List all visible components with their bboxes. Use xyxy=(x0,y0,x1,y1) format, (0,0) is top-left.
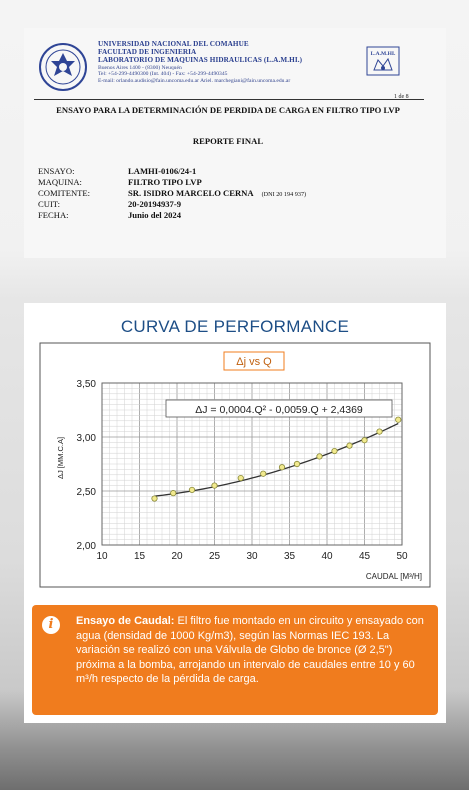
field-label: COMITENTE: xyxy=(38,188,91,198)
x-tick-label: 10 xyxy=(96,551,108,562)
faculty-name: FACULTAD DE INGENIERIA xyxy=(98,48,197,57)
report-heading: REPORTE FINAL xyxy=(192,136,264,146)
page-number: 1 de 8 xyxy=(394,94,409,100)
y-tick-label: 3,00 xyxy=(76,433,96,444)
field-value: LAMHI-0106/24-1 xyxy=(128,166,197,176)
dni-note: (DNI 20 194 937) xyxy=(261,191,307,198)
address: Buenos Aires 1400 - (8300) Neuquén xyxy=(98,64,182,71)
data-point xyxy=(294,461,299,466)
data-point xyxy=(212,483,217,488)
performance-card xyxy=(24,303,446,723)
data-point xyxy=(396,417,401,422)
info-body: El filtro fue montado en un circuito y ensayado con agua (densidad de 1000 Kg/m3), según las Normas IEC 193. La variación se realizó con una Válvula de Globo de bronce (Ø 2,5") próxima a la bomba, arrojando un intervalo de caudales entre 10 y 60 m³/h respecto de la pérdida de carga. xyxy=(76,615,424,686)
info-box xyxy=(32,605,438,715)
data-point xyxy=(238,475,243,480)
x-tick-label: 45 xyxy=(358,551,371,562)
y-axis-label: ΔJ [MM.C.A] xyxy=(56,436,65,480)
trend-equation: ΔJ = 0,0004.Q² - 0,0059.Q + 2,4369 xyxy=(195,404,363,416)
data-point xyxy=(332,448,337,453)
header-divider xyxy=(34,99,424,100)
data-point xyxy=(279,465,284,470)
trendline xyxy=(155,424,399,497)
report-document xyxy=(24,28,446,258)
data-point xyxy=(189,487,194,492)
data-points xyxy=(152,417,401,501)
chart-title: Δj vs Q xyxy=(236,356,272,368)
field-value: Junio del 2024 xyxy=(128,210,182,220)
lamhi-logo-icon xyxy=(366,46,400,76)
field-label: ENSAYO: xyxy=(38,166,75,176)
field-row xyxy=(38,188,428,199)
university-name: UNIVERSIDAD NACIONAL DEL COMAHUE xyxy=(98,40,249,48)
report-fields xyxy=(38,166,428,221)
field-value: 20-20194937-9 xyxy=(128,199,181,209)
data-point xyxy=(317,454,322,459)
email: E-mail: orlando.audisio@fain.uncoma.edu.ar Ariel. marchegiani@fain.uncoma.edu.ar xyxy=(98,77,291,84)
data-point xyxy=(377,429,382,434)
data-point xyxy=(261,471,266,476)
field-row xyxy=(38,177,428,188)
y-tick-label: 3,50 xyxy=(76,379,96,390)
field-label: FECHA: xyxy=(38,210,69,220)
field-row xyxy=(38,199,428,210)
data-point xyxy=(347,443,352,448)
laboratory-name: LABORATORIO DE MAQUINAS HIDRAULICAS (L.A.M.HI.) xyxy=(98,56,303,65)
data-point xyxy=(362,438,367,443)
performance-chart xyxy=(24,338,446,593)
x-tick-label: 15 xyxy=(133,551,146,562)
info-lead: Ensayo de Caudal: xyxy=(76,615,175,627)
x-axis-label: CAUDAL [M³/H] xyxy=(365,572,422,581)
x-tick-label: 20 xyxy=(171,551,183,562)
x-tick-label: 40 xyxy=(321,551,333,562)
field-row xyxy=(38,210,428,221)
data-point xyxy=(152,496,157,501)
x-tick-label: 25 xyxy=(208,551,221,562)
x-tick-label: 30 xyxy=(246,551,258,562)
data-point xyxy=(171,490,176,495)
info-icon: i xyxy=(42,616,60,634)
y-tick-label: 2,00 xyxy=(76,541,96,552)
field-label: CUIT: xyxy=(38,199,61,209)
field-value: SR. ISIDRO MARCELO CERNA xyxy=(128,188,254,198)
x-tick-label: 50 xyxy=(396,551,408,562)
field-row xyxy=(38,166,428,177)
x-tick-label: 35 xyxy=(283,551,296,562)
info-text xyxy=(76,614,432,687)
phone: Tel: +54-299-4490300 (Int. 404) - Fax: +54-299-4490345 xyxy=(98,71,228,78)
field-label: MAQUINA: xyxy=(38,177,82,187)
lamhi-logo-text: L.A.M.HI. xyxy=(370,51,396,57)
performance-title: CURVA DE PERFORMANCE xyxy=(120,317,350,336)
university-seal-icon xyxy=(38,42,88,92)
letterhead xyxy=(98,40,368,84)
document-title: ENSAYO PARA LA DETERMINACIÓN DE PERDIDA DE CARGA EN FILTRO TIPO LVP xyxy=(56,105,400,115)
field-value: FILTRO TIPO LVP xyxy=(128,177,202,187)
y-tick-label: 2,50 xyxy=(76,487,96,498)
